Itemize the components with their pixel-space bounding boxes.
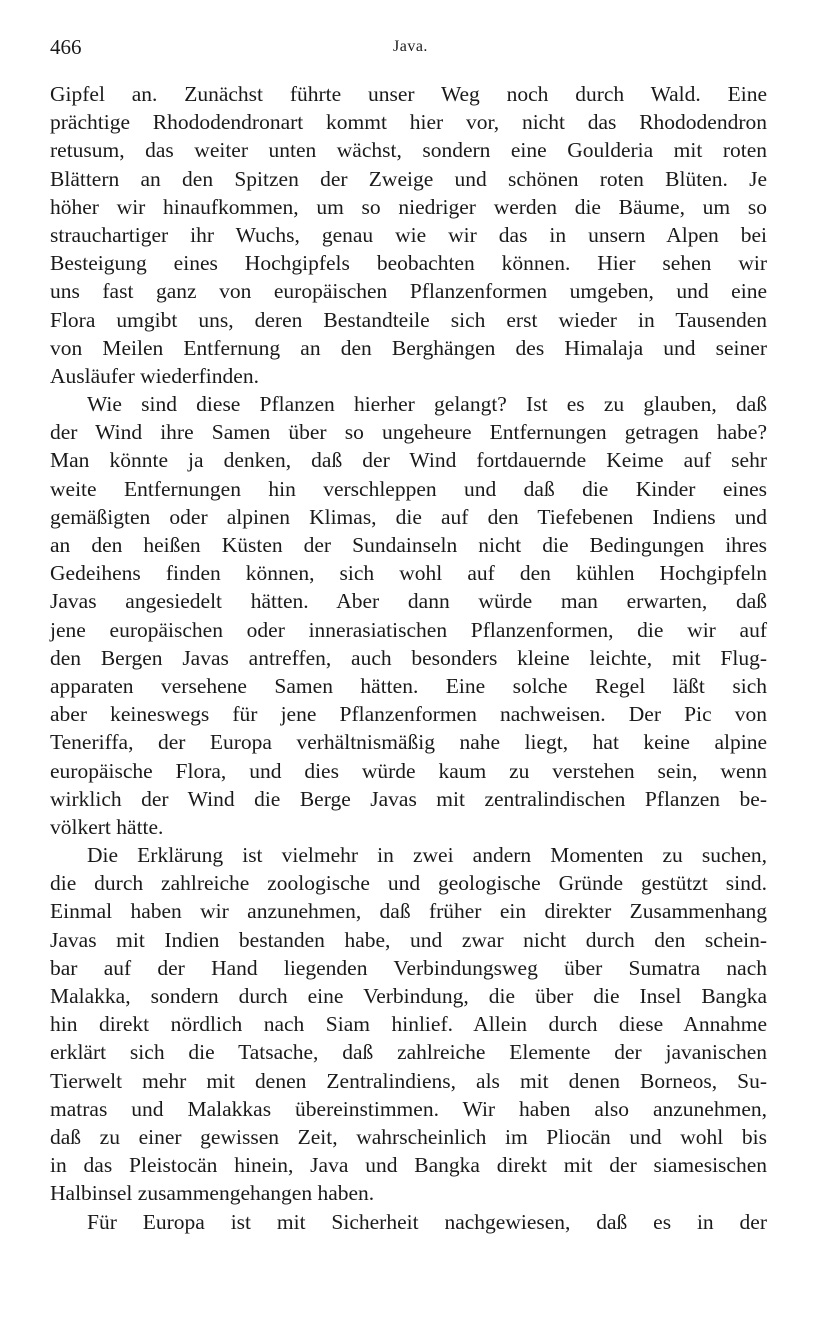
paragraph <box>50 1208 767 1236</box>
text-line: in das Pleistocän hinein, Java und Bangka direkt mit der siamesischen <box>50 1153 767 1178</box>
text-line: Man könnte ja denken, daß der Wind fortdauernde Keime auf sehr <box>50 448 767 473</box>
text-line: die durch zahlreiche zoologische und geologische Gründe gestützt sind. <box>50 871 767 896</box>
paragraph <box>50 80 767 390</box>
body-text <box>50 80 767 1236</box>
text-line: Wie sind diese Pflanzen hierher gelangt? Ist es zu glauben, daß <box>87 392 767 417</box>
text-line: apparaten versehene Samen hätten. Eine solche Regel läßt sich <box>50 673 767 698</box>
text-line: bar auf der Hand liegenden Verbindungsweg über Sumatra nach <box>50 955 767 980</box>
text-line: jene europäischen oder innerasiatischen Pflanzenformen, die wir auf <box>50 617 767 642</box>
text-line: europäische Flora, und dies würde kaum zu verstehen sein, wenn <box>50 758 767 783</box>
text-line: Für Europa ist mit Sicherheit nachgewiesen, daß es in der <box>87 1209 767 1234</box>
paragraph <box>50 841 767 1207</box>
text-line: Malakka, sondern durch eine Verbindung, die über die Insel Bangka <box>50 984 767 1008</box>
text-line: daß zu einer gewissen Zeit, wahrscheinlich im Pliocän und wohl bis <box>50 1124 767 1149</box>
page-header <box>50 32 767 62</box>
text-line: den Bergen Javas antreffen, auch besonders kleine leichte, mit Flug- <box>50 645 767 670</box>
text-line: an den heißen Küsten der Sundainseln nicht die Bedingungen ihres <box>50 533 767 557</box>
text-line: Javas angesiedelt hätten. Aber dann würde man erwarten, daß <box>50 589 767 614</box>
text-line: Flora umgibt uns, deren Bestandteile sich erst wieder in Tausenden <box>50 307 767 332</box>
text-line: prächtige Rhododendronart kommt hier vor, nicht das Rhododendron <box>50 110 767 135</box>
text-line: höher wir hinaufkommen, um so niedriger werden die Bäume, um so <box>50 194 767 219</box>
page-number: 466 <box>50 35 82 59</box>
text-line: Halbinsel zusammengehangen haben. <box>50 1181 375 1206</box>
text-line: erklärt sich die Tatsache, daß zahlreiche Elemente der javanischen <box>50 1040 767 1065</box>
text-line: Teneriffa, der Europa verhältnismäßig nahe liegt, hat keine alpine <box>50 730 767 755</box>
text-line: matras und Malakkas übereinstimmen. Wir haben also anzunehmen, <box>50 1096 767 1121</box>
text-line: Blättern an den Spitzen der Zweige und schönen roten Blüten. Je <box>50 166 767 191</box>
text-line: wirklich der Wind die Berge Javas mit zentralindischen Pflanzen be- <box>50 786 767 811</box>
paragraph <box>50 390 767 841</box>
text-line: gemäßigten oder alpinen Klimas, die auf den Tiefebenen Indiens und <box>50 504 767 529</box>
text-line: aber keineswegs für jene Pflanzenformen nachweisen. Der Pic von <box>50 702 767 727</box>
text-line: Gipfel an. Zunächst führte unser Weg noch durch Wald. Eine <box>50 82 767 106</box>
text-line: uns fast ganz von europäischen Pflanzenformen umgeben, und eine <box>50 279 767 304</box>
running-title: Java. <box>393 38 428 55</box>
text-line: Tierwelt mehr mit denen Zentralindiens, als mit denen Borneos, Su- <box>50 1068 767 1093</box>
text-line: Gedeihens finden können, sich wohl auf den kühlen Hochgipfeln <box>50 561 767 586</box>
text-line: von Meilen Entfernung an den Berghängen des Himalaja und seiner <box>50 335 767 360</box>
text-line: Ausläufer wiederfinden. <box>50 363 259 388</box>
text-line: Javas mit Indien bestanden habe, und zwar nicht durch den schein- <box>50 927 767 952</box>
text-line: Die Erklärung ist vielmehr in zwei andern Momenten zu suchen, <box>87 843 767 868</box>
text-line: der Wind ihre Samen über so ungeheure Entfernungen getragen habe? <box>50 420 767 445</box>
text-line: Einmal haben wir anzunehmen, daß früher ein direkter Zusammenhang <box>50 899 767 924</box>
text-line: retusum, das weiter unten wächst, sondern eine Goulderia mit roten <box>50 138 767 163</box>
text-line: hin direkt nördlich nach Siam hinlief. Allein durch diese Annahme <box>50 1012 767 1037</box>
text-line: Besteigung eines Hochgipfels beobachten können. Hier sehen wir <box>50 251 767 276</box>
text-line: strauchartiger ihr Wuchs, genau wie wir das in unsern Alpen bei <box>50 222 767 247</box>
text-line: weite Entfernungen hin verschleppen und daß die Kinder eines <box>50 476 767 501</box>
text-line: völkert hätte. <box>50 814 164 839</box>
